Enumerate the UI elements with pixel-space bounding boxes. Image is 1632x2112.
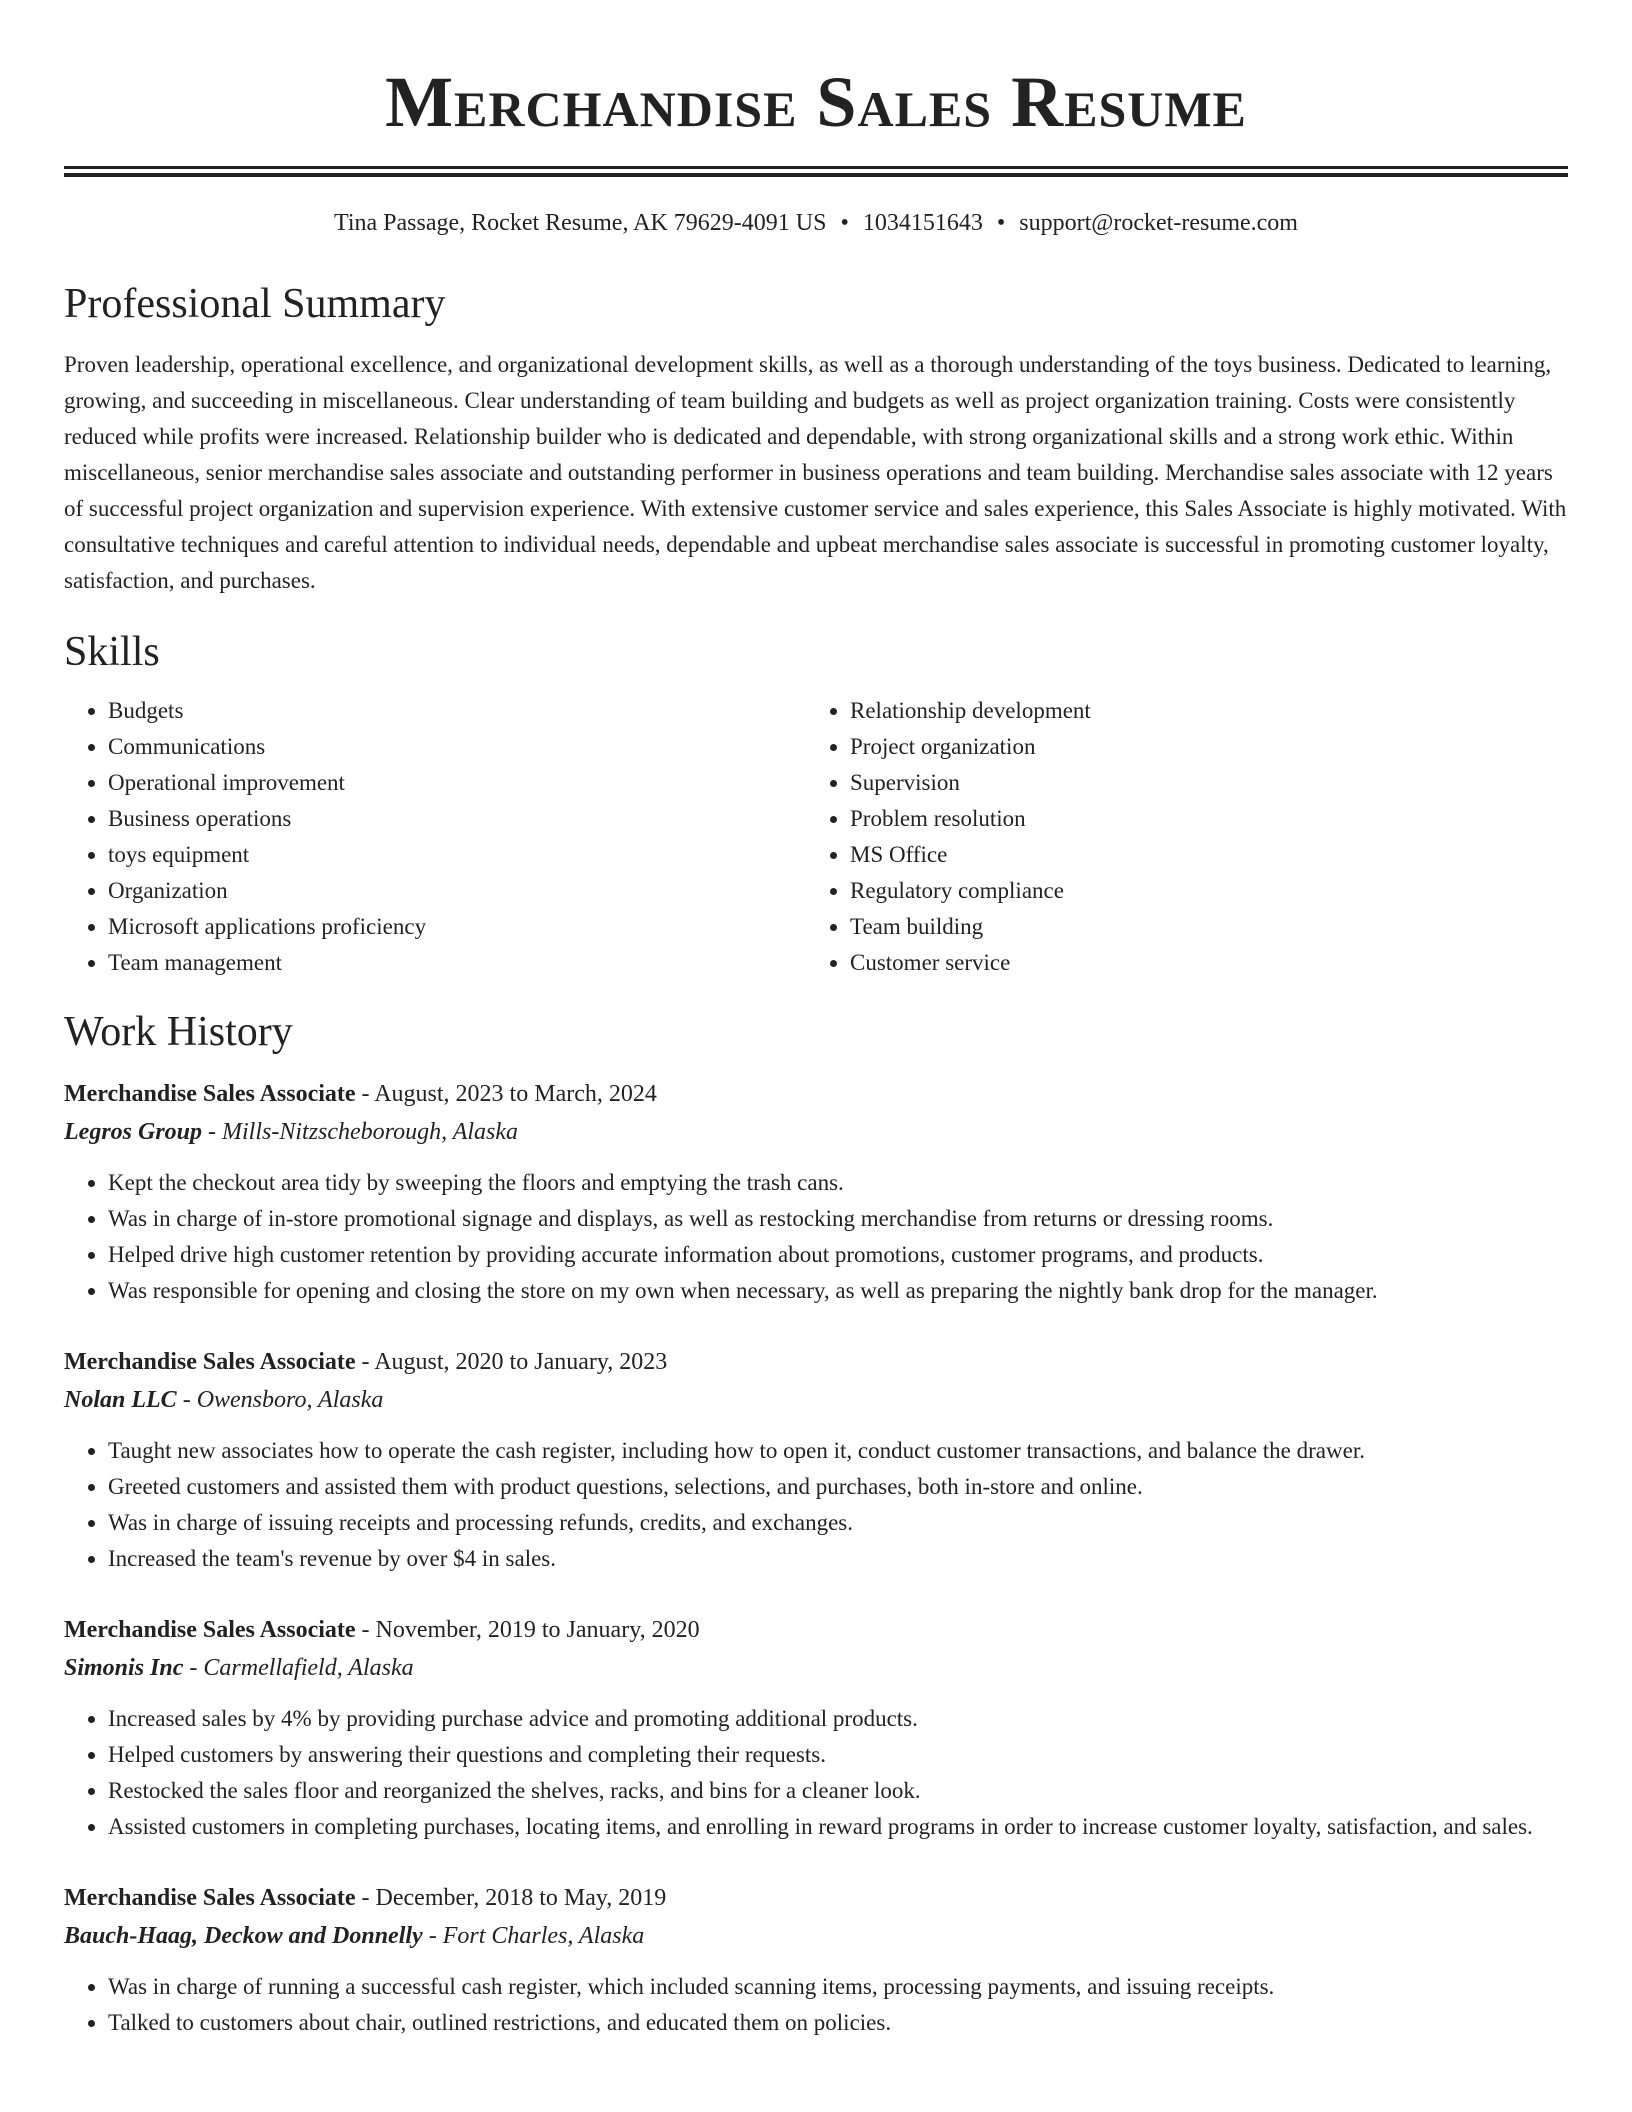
skill-item: • Relationship development (850, 693, 1548, 729)
skill-item: • Regulatory compliance (850, 873, 1548, 909)
job-title: Merchandise Sales Associate (64, 1349, 356, 1375)
job-entry (64, 1879, 1568, 2041)
job-bullet: • Restocked the sales floor and reorganized the shelves, racks, and bins for a cleaner look. (108, 1773, 1568, 1809)
job-entry (64, 1611, 1568, 1845)
summary-heading: Professional Summary (64, 281, 446, 327)
job-bullet: • Helped drive high customer retention by providing accurate information about promotions, customer programs, and products. (108, 1237, 1568, 1273)
job-dates: December, 2018 to May, 2019 (375, 1885, 667, 1911)
job-bullet: • Assisted customers in completing purchases, locating items, and enrolling in reward programs in order to increase customer loyalty, satisfaction, and sales. (108, 1809, 1568, 1845)
job-bullet: • Greeted customers and assisted them with product questions, selections, and purchases, both in-store and online. (108, 1469, 1568, 1505)
skill-item: • Operational improvement (108, 765, 806, 801)
job-company-line: Bauch-Haag, Deckow and Donnelly - Fort Charles, Alaska (64, 1923, 645, 1949)
job-company-line: Nolan LLC - Owensboro, Alaska (64, 1387, 384, 1413)
job-bullet: • Talked to customers about chair, outlined restrictions, and educated them on policies. (108, 2005, 1568, 2041)
job-bullets (64, 1433, 1568, 1577)
skill-item: • Problem resolution (850, 801, 1548, 837)
contact-separator: • (840, 210, 849, 236)
job-company: Nolan LLC (64, 1387, 177, 1413)
skill-item: • Supervision (850, 765, 1548, 801)
skill-item: • Organization (108, 873, 806, 909)
job-title: Merchandise Sales Associate (64, 1617, 356, 1643)
work-history-heading: Work History (64, 1009, 293, 1055)
job-title-line: Merchandise Sales Associate - August, 2023 to March, 2024 (64, 1081, 657, 1107)
job-bullet: • Helped customers by answering their questions and completing their requests. (108, 1737, 1568, 1773)
skill-item: • MS Office (850, 837, 1548, 873)
job-bullets (64, 1701, 1568, 1845)
contact-line (64, 207, 1568, 239)
job-bullet: • Was responsible for opening and closing the store on my own when necessary, as well as preparing the nightly bank drop for the manager. (108, 1273, 1568, 1309)
contact-address: Tina Passage, Rocket Resume, AK 79629-4091 US (334, 210, 827, 236)
job-entry (64, 1075, 1568, 1309)
skill-item: • Communications (108, 729, 806, 765)
skills-column-right (806, 693, 1548, 981)
job-bullet: • Kept the checkout area tidy by sweeping the floors and emptying the trash cans. (108, 1165, 1568, 1201)
job-bullet: • Was in charge of in-store promotional signage and displays, as well as restocking merchandise from returns or dressing rooms. (108, 1201, 1568, 1237)
contact-separator: • (996, 210, 1006, 236)
job-dates: August, 2020 to January, 2023 (374, 1349, 668, 1375)
skills-heading: Skills (64, 629, 160, 675)
skills-list (64, 693, 1568, 981)
job-company-line: Legros Group - Mills-Nitzscheborough, Alaska (64, 1119, 519, 1145)
job-bullet: • Was in charge of issuing receipts and processing refunds, credits, and exchanges. (108, 1505, 1568, 1541)
job-location: Owensboro, Alaska (196, 1387, 384, 1413)
job-location: Carmellafield, Alaska (203, 1655, 414, 1681)
job-company: Simonis Inc (64, 1655, 184, 1681)
job-bullets (64, 1969, 1568, 2041)
skill-item: • Project organization (850, 729, 1548, 765)
skill-item: • Team management (108, 945, 806, 981)
job-bullet: • Taught new associates how to operate the cash register, including how to open it, conduct customer transactions, and balance the drawer. (108, 1433, 1568, 1469)
job-bullet: • Increased the team's revenue by over $4 in sales. (108, 1541, 1568, 1577)
summary-text: Proven leadership, operational excellence, and organizational development skills, as well as a thorough understanding of the toys business. Dedicated to learning, growing, and succeeding in miscellaneous. Clear understanding of team building and budgets as well as project organization training. Costs were consistently reduced while profits were increased. Relationship builder who is dedicated and dependable, with strong organizational skills and a strong work ethic. Within miscellaneous, senior merchandise sales associate and outstanding performer in business operations and team building. Merchandise sales associate with 12 years of successful project organization and supervision experience. With extensive customer service and sales experience, this Sales Associate is highly motivated. With consultative techniques and careful attention to individual needs, dependable and upbeat merchandise sales associate is successful in promoting customer loyalty, satisfaction, and purchases. (64, 352, 1567, 593)
title-divider (64, 166, 1568, 177)
skill-item: • toys equipment (108, 837, 806, 873)
job-company-line: Simonis Inc - Carmellafield, Alaska (64, 1655, 414, 1681)
job-bullet: • Was in charge of running a successful cash register, which included scanning items, processing payments, and issuing receipts. (108, 1969, 1568, 2005)
contact-phone: 1034151643 (862, 210, 983, 236)
job-title: Merchandise Sales Associate (64, 1081, 356, 1107)
job-entry (64, 1343, 1568, 1577)
job-company: Legros Group (64, 1119, 203, 1145)
job-bullet: • Increased sales by 4% by providing purchase advice and promoting additional products. (108, 1701, 1568, 1737)
job-title-line: Merchandise Sales Associate - August, 2020 to January, 2023 (64, 1349, 668, 1375)
job-dates: November, 2019 to January, 2020 (375, 1617, 700, 1643)
resume-title: Merchandise Sales Resume (385, 62, 1247, 142)
skill-item: • Business operations (108, 801, 806, 837)
skill-item: • Budgets (108, 693, 806, 729)
job-dates: August, 2023 to March, 2024 (374, 1081, 657, 1107)
job-title-line: Merchandise Sales Associate - December, 2018 to May, 2019 (64, 1885, 667, 1911)
skills-column-left (64, 693, 806, 981)
skill-item: • Customer service (850, 945, 1548, 981)
job-bullets (64, 1165, 1568, 1309)
job-company: Bauch-Haag, Deckow and Donnelly (64, 1923, 423, 1949)
skill-item: • Microsoft applications proficiency (108, 909, 806, 945)
job-title-line: Merchandise Sales Associate - November, 2019 to January, 2020 (64, 1617, 700, 1643)
job-location: Mills-Nitzscheborough, Alaska (222, 1119, 519, 1145)
job-title: Merchandise Sales Associate (64, 1885, 356, 1911)
skill-item: • Team building (850, 909, 1548, 945)
contact-email: support@rocket-resume.com (1019, 210, 1298, 236)
job-location: Fort Charles, Alaska (442, 1923, 645, 1949)
